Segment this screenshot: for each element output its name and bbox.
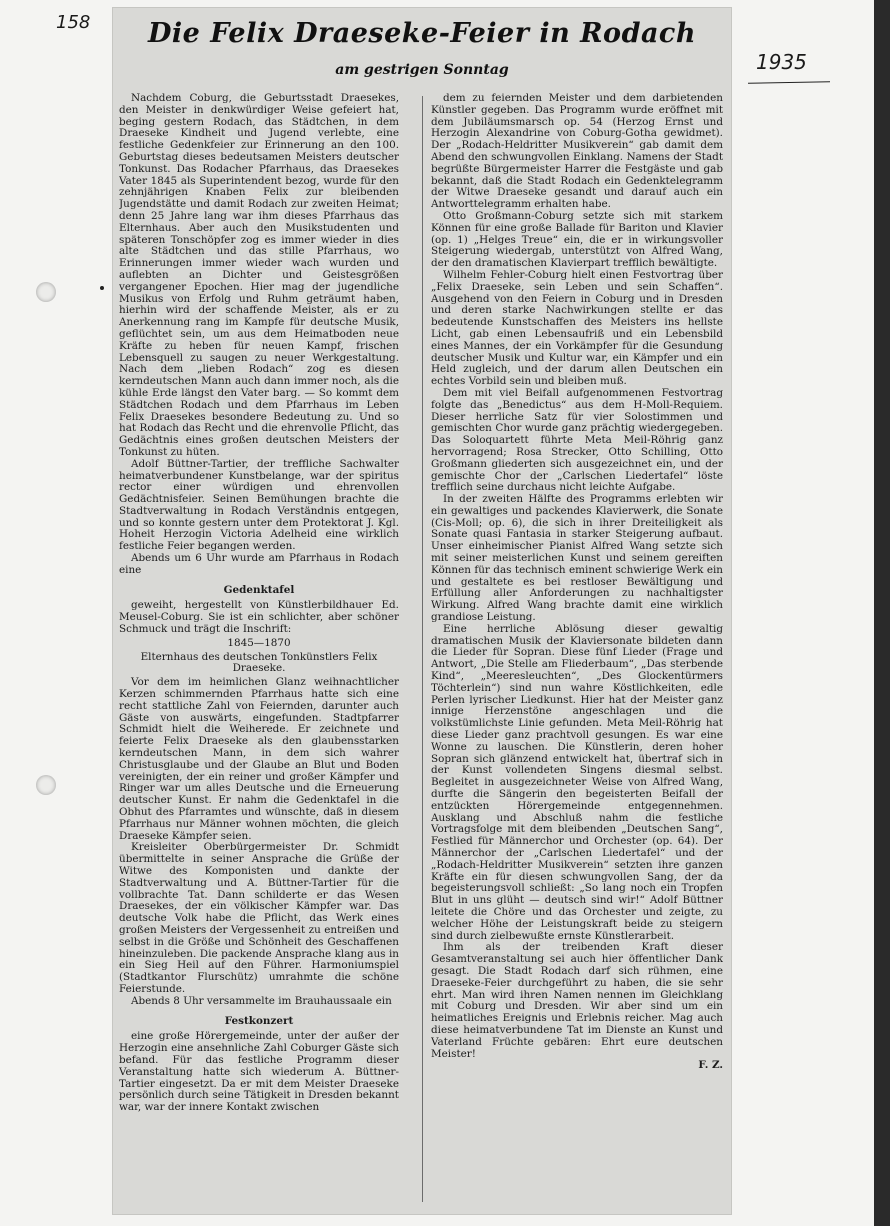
- section-heading: Festkonzert: [224, 1014, 294, 1027]
- newspaper-clipping: [113, 8, 731, 1214]
- inscription-years: 1845—1870: [227, 636, 291, 649]
- paragraph: Abends um 6 Uhr wurde am Pfarrhaus in Rodach eine: [119, 552, 399, 576]
- paragraph: eine große Hörergemeinde, unter der außer der Herzogin eine ansehnliche Zahl Coburger Gäste sich befand. Für das festliche Programm dieser Veranstaltung hatte sich wiederum A. Büttner-Tartier eingesetzt. Da er mit dem Meister Draeseke persönlich durch seine Tätigkeit in Dresden bekannt war, war der innere Kontakt zwischen: [119, 1030, 399, 1114]
- paragraph: Kreisleiter Oberbürgermeister Dr. Schmidt übermittelte in seiner Ansprache die Grüße der Witwe des Komponisten und dankte der Stadtverwaltung und A. Büttner-Tartier für die vollbrachte Tat. Dann schilderte er das Wesen Draesekes, der ein völkischer Kämpfer war. Das deutsche Volk habe die Pflicht, das Werk eines großen Meisters der Vergessenheit zu entreißen und selbst in die Größe und Schönheit des Geschaffenen hineinzuleben. Die packende Ansprache klang aus in ein Sieg Heil auf den Führer. Harmoniumspiel (Stadtkantor Flurschütz) umrahmte die schöne Feierstunde.: [119, 841, 399, 995]
- paragraph: Dem mit viel Beifall aufgenommenen Festvortrag folgte das „Benedictus“ aus dem H-Moll-Requiem. Dieser herrliche Satz für vier Solostimmen und gemischten Chor wurde ganz prächtig wiedergegeben. Das Soloquartett führte Meta Meil-Röhrig ganz hervorragend; Rosa Strecker, Otto Schilling, Otto Großmann gliederten sich ausgezeichnet ein, und der gemischte Chor der „Carlschen Liedertafel“ löste trefflich seine durchaus nicht leichte Aufgabe.: [431, 386, 723, 494]
- scan-edge: [874, 0, 890, 1226]
- punch-hole: [36, 282, 56, 302]
- paragraph: Eine herrliche Ablösung dieser gewaltig dramatischen Musik der Klaviersonate bildeten dann die Lieder für Sopran. Diese fünf Lieder (Frage und Antwort, „Die Stelle am Fliederbaum“, „Das sterbende Kind“, „Meeresleuchten“, „Des Glockentürmers Töchterlein“) sind nun wahre Köstlichkeiten, edle Perlen lyrischer Liedkunst. Hier hat der Meister ganz innige Herzenstöne angeschlagen und die volkstümlichste Linie gefunden. Meta Meil-Röhrig hat diese Lieder ganz prachtvoll gesungen. Es war eine Wonne zu lauschen. Die Künstlerin, deren hoher Sopran sich glänzend entwickelt hat, übertraf sich in der Kunst vollendeten Singens diesmal selbst. Begleitet in ausgezeichneter Weise von Alfred Wang, durfte die Sängerin den begeisterten Beifall der entzückten Hörergemeinde entgegennehmen. Ausklang und Abschluß nahm die festliche Vortragsfolge mit dem bleibenden „Deutschen Sang“, Festlied für Männerchor und Orchester (op. 64). Der Männerchor der „Carlschen Liedertafel“ und der „Rodach-Heldritter Musikverein“ setzten ihre ganzen Kräfte ein für diesen schwungvollen Sang, der da begeisterungsvoll schließt: „So lang noch ein Tropfen Blut in uns glüht — deutsch sind wir!“ Adolf Büttner leitete die Chöre und das Orchester und zeigte, zu welcher Höhe der Leistungskraft beide zu steigern sind durch zielbewußte ernste Künstlerarbeit.: [431, 622, 723, 942]
- paragraph: Nachdem Coburg, die Geburtsstadt Draesekes, den Meister in denkwürdiger Weise gefeiert hat, beging gestern Rodach, das Städtchen, in dem Draeseke Kindheit und Jugend verlebte, eine festliche Gedenkfeier zur Erinnerung an den 100. Geburtstag dieses bedeutsamen Meisters deutscher Tonkunst. Das Rodacher Pfarrhaus, das Draesekes Vater 1845 als Superintendent bezog, wurde für den zehnjährigen Knaben Felix zur bleibenden Jugendstätte und damit Rodach zur zweiten Heimat; denn 25 Jahre lang war ihm dieses Pfarrhaus das Elternhaus. Aber auch den Musikstudenten und späteren Tonschöpfer zog es immer wieder in dies alte Städtchen und das stille Pfarrhaus, wo Erinnerungen immer wieder wach wurden und auflebten an Dichter und Geistesgrößen vergangener Epochen. Hier mag der jugendliche Musikus von Erfolg und Ruhm geträumt haben, hierhin wird der schaffende Meister, als er zu Anerkennung rang im Kampfe für deutsche Musik, geflüchtet sein, um aus dem Heimatboden neue Kräfte zu heben für neuen Kampf, frischen Lebensquell zu saugen zu neuer Werkgestaltung. Nach dem „lieben Rodach“ zog es diesen kerndeutschen Mann auch dann immer noch, als die kühle Erde längst den Vater barg. — So kommt dem Städtchen Rodach und dem Pfarrhaus im Leben Felix Draesekes besondere Bedeutung zu. Und so hat Rodach das Recht und die ehrenvolle Pflicht, das Gedächtnis eines großen deutschen Meisters der Tonkunst zu hüten.: [119, 93, 399, 458]
- column-divider: [422, 96, 423, 1202]
- paragraph: dem zu feiernden Meister und dem darbietenden Künstler gegeben. Das Programm wurde eröffnet mit dem Jubiläumsmarsch op. 54 (Herzog Ernst und Herzogin Alexandrine von Coburg-Gotha gewidmet). Der „Rodach-Heldritter Musikverein“ gab damit dem Abend den schwungvollen Einklang. Namens der Stadt begrüßte Bürgermeister Harrer die Festgäste und gab bekannt, daß die Stadt Rodach ein Gedenktelegramm der Witwe Draeseke gesandt und darauf auch ein Antworttelegramm erhalten habe.: [431, 93, 723, 211]
- paragraph: Adolf Büttner-Tartier, der treffliche Sachwalter heimatverbundener Kunstbelange, war der spiritus rector einer würdigen und ehrenvollen Gedächtnisfeier. Seinen Bemühungen brachte die Stadtverwaltung in Rodach Verständnis entgegen, und so konnte gestern unter dem Protektorat J. Kgl. Hoheit Herzogin Victoria Adelheid eine wirklich festliche Feier begangen werden.: [119, 457, 399, 553]
- paragraph: Abends 8 Uhr versammelte im Brauhaussaale ein: [131, 994, 392, 1007]
- right-column: [431, 93, 723, 1205]
- paragraph: In der zweiten Hälfte des Programms erlebten wir ein gewaltiges und packendes Klavierwerk, die Sonate (Cis-Moll; op. 6), die sich in ihrer Dreiteiligkeit als Sonate quasi Fantasia in starker Steigerung aufbaut. Unser einheimischer Pianist Alfred Wang setzte sich mit seiner meisterlichen Kunst und seinem gereiften Können für das technisch eminent schwierige Werk ein und gestaltete es bei restloser Bewältigung und Erfüllung aller Anforderungen zu nachhaltigster Wirkung. Alfred Wang brachte damit eine wirklich grandiose Leistung.: [431, 493, 723, 624]
- left-column: [119, 93, 399, 1205]
- article-subheadline: am gestrigen Sonntag: [335, 62, 509, 78]
- handwritten-page-number: 158: [56, 12, 91, 33]
- punch-hole: [36, 775, 56, 795]
- paragraph: Otto Großmann-Coburg setzte sich mit starkem Können für eine große Ballade für Bariton und Klavier (op. 1) „Helges Treue“ ein, die er in wirkungsvoller Steigerung wiedergab, unterstützt von Alfred Wang, der den dramatischen Klavierpart trefflich bewältigte.: [431, 209, 723, 270]
- article-headline: Die Felix Draeseke-Feier in Rodach: [147, 18, 697, 49]
- ink-dot: [100, 286, 104, 290]
- section-heading: Gedenktafel: [223, 583, 295, 596]
- paragraph: Ihm als der treibenden Kraft dieser Gesamtveranstaltung sei auch hier öffentlicher Dank gesagt. Die Stadt Rodach darf sich rühmen, eine Draeseke-Feier durchgeführt zu haben, die sie sehr ehrt. Man wird ihren Namen nennen im Gleichklang mit Coburg und Dresden. Wir aber sind um ein heimatliches Ereignis und Erlebnis reicher. Mag auch diese heimatverbundene Tat im Dienste an Kunst und Vaterland Früchte gebären: Ehrt eure deutschen Meister!: [431, 941, 723, 1060]
- inscription-text: Elternhaus des deutschen Tonkünstlers Felix Draeseke.: [140, 650, 378, 675]
- handwritten-underline: [748, 81, 830, 83]
- handwritten-year: 1935: [756, 50, 807, 74]
- paragraph: Vor dem im heimlichen Glanz weihnachtlicher Kerzen schimmernden Pfarrhaus hatte sich eine recht stattliche Zahl von Feiernden, darunter auch Gäste von auswärts, eingefunden. Stadtpfarrer Schmidt hielt die Weiherede. Er zeichnete und feierte Felix Draeseke als den glaubensstarken kerndeutschen Mann, in dem sich wahrer Christusglaube und der Glaube an Blut und Boden vereinigten, der ein reiner und großer Kämpfer und Ringer war um alles Deutsche und die Erneuerung deutscher Kunst. Er nahm die Gedenktafel in die Obhut des Pfarramtes und wünschte, daß in diesem Pfarrhaus nur Männer wohnen möchten, die gleich Draeseke Kämpfer seien.: [119, 676, 399, 842]
- paragraph: Wilhelm Fehler-Coburg hielt einen Festvortrag über „Felix Draeseke, sein Leben und sein Schaffen“. Ausgehend von den Feiern in Coburg und in Dresden und deren starke Nachwirkungen stellte er das bedeutende Kunstschaffen des Meisters ins hellste Licht, gab einen Lebensaufriß und ein Lebensbild eines Mannes, der ein Vorkämpfer für die Gesundung deutscher Musik und Kultur war, ein Kämpfer und ein Held zugleich, und der darum allen Deutschen ein echtes Vorbild sein und bleiben muß.: [431, 268, 723, 388]
- author-signature: F. Z.: [698, 1059, 723, 1072]
- paragraph: geweiht, hergestellt von Künstlerbildhauer Ed. Meusel-Coburg. Sie ist ein schlichter, aber schöner Schmuck und trägt die Inschrift:: [119, 599, 399, 636]
